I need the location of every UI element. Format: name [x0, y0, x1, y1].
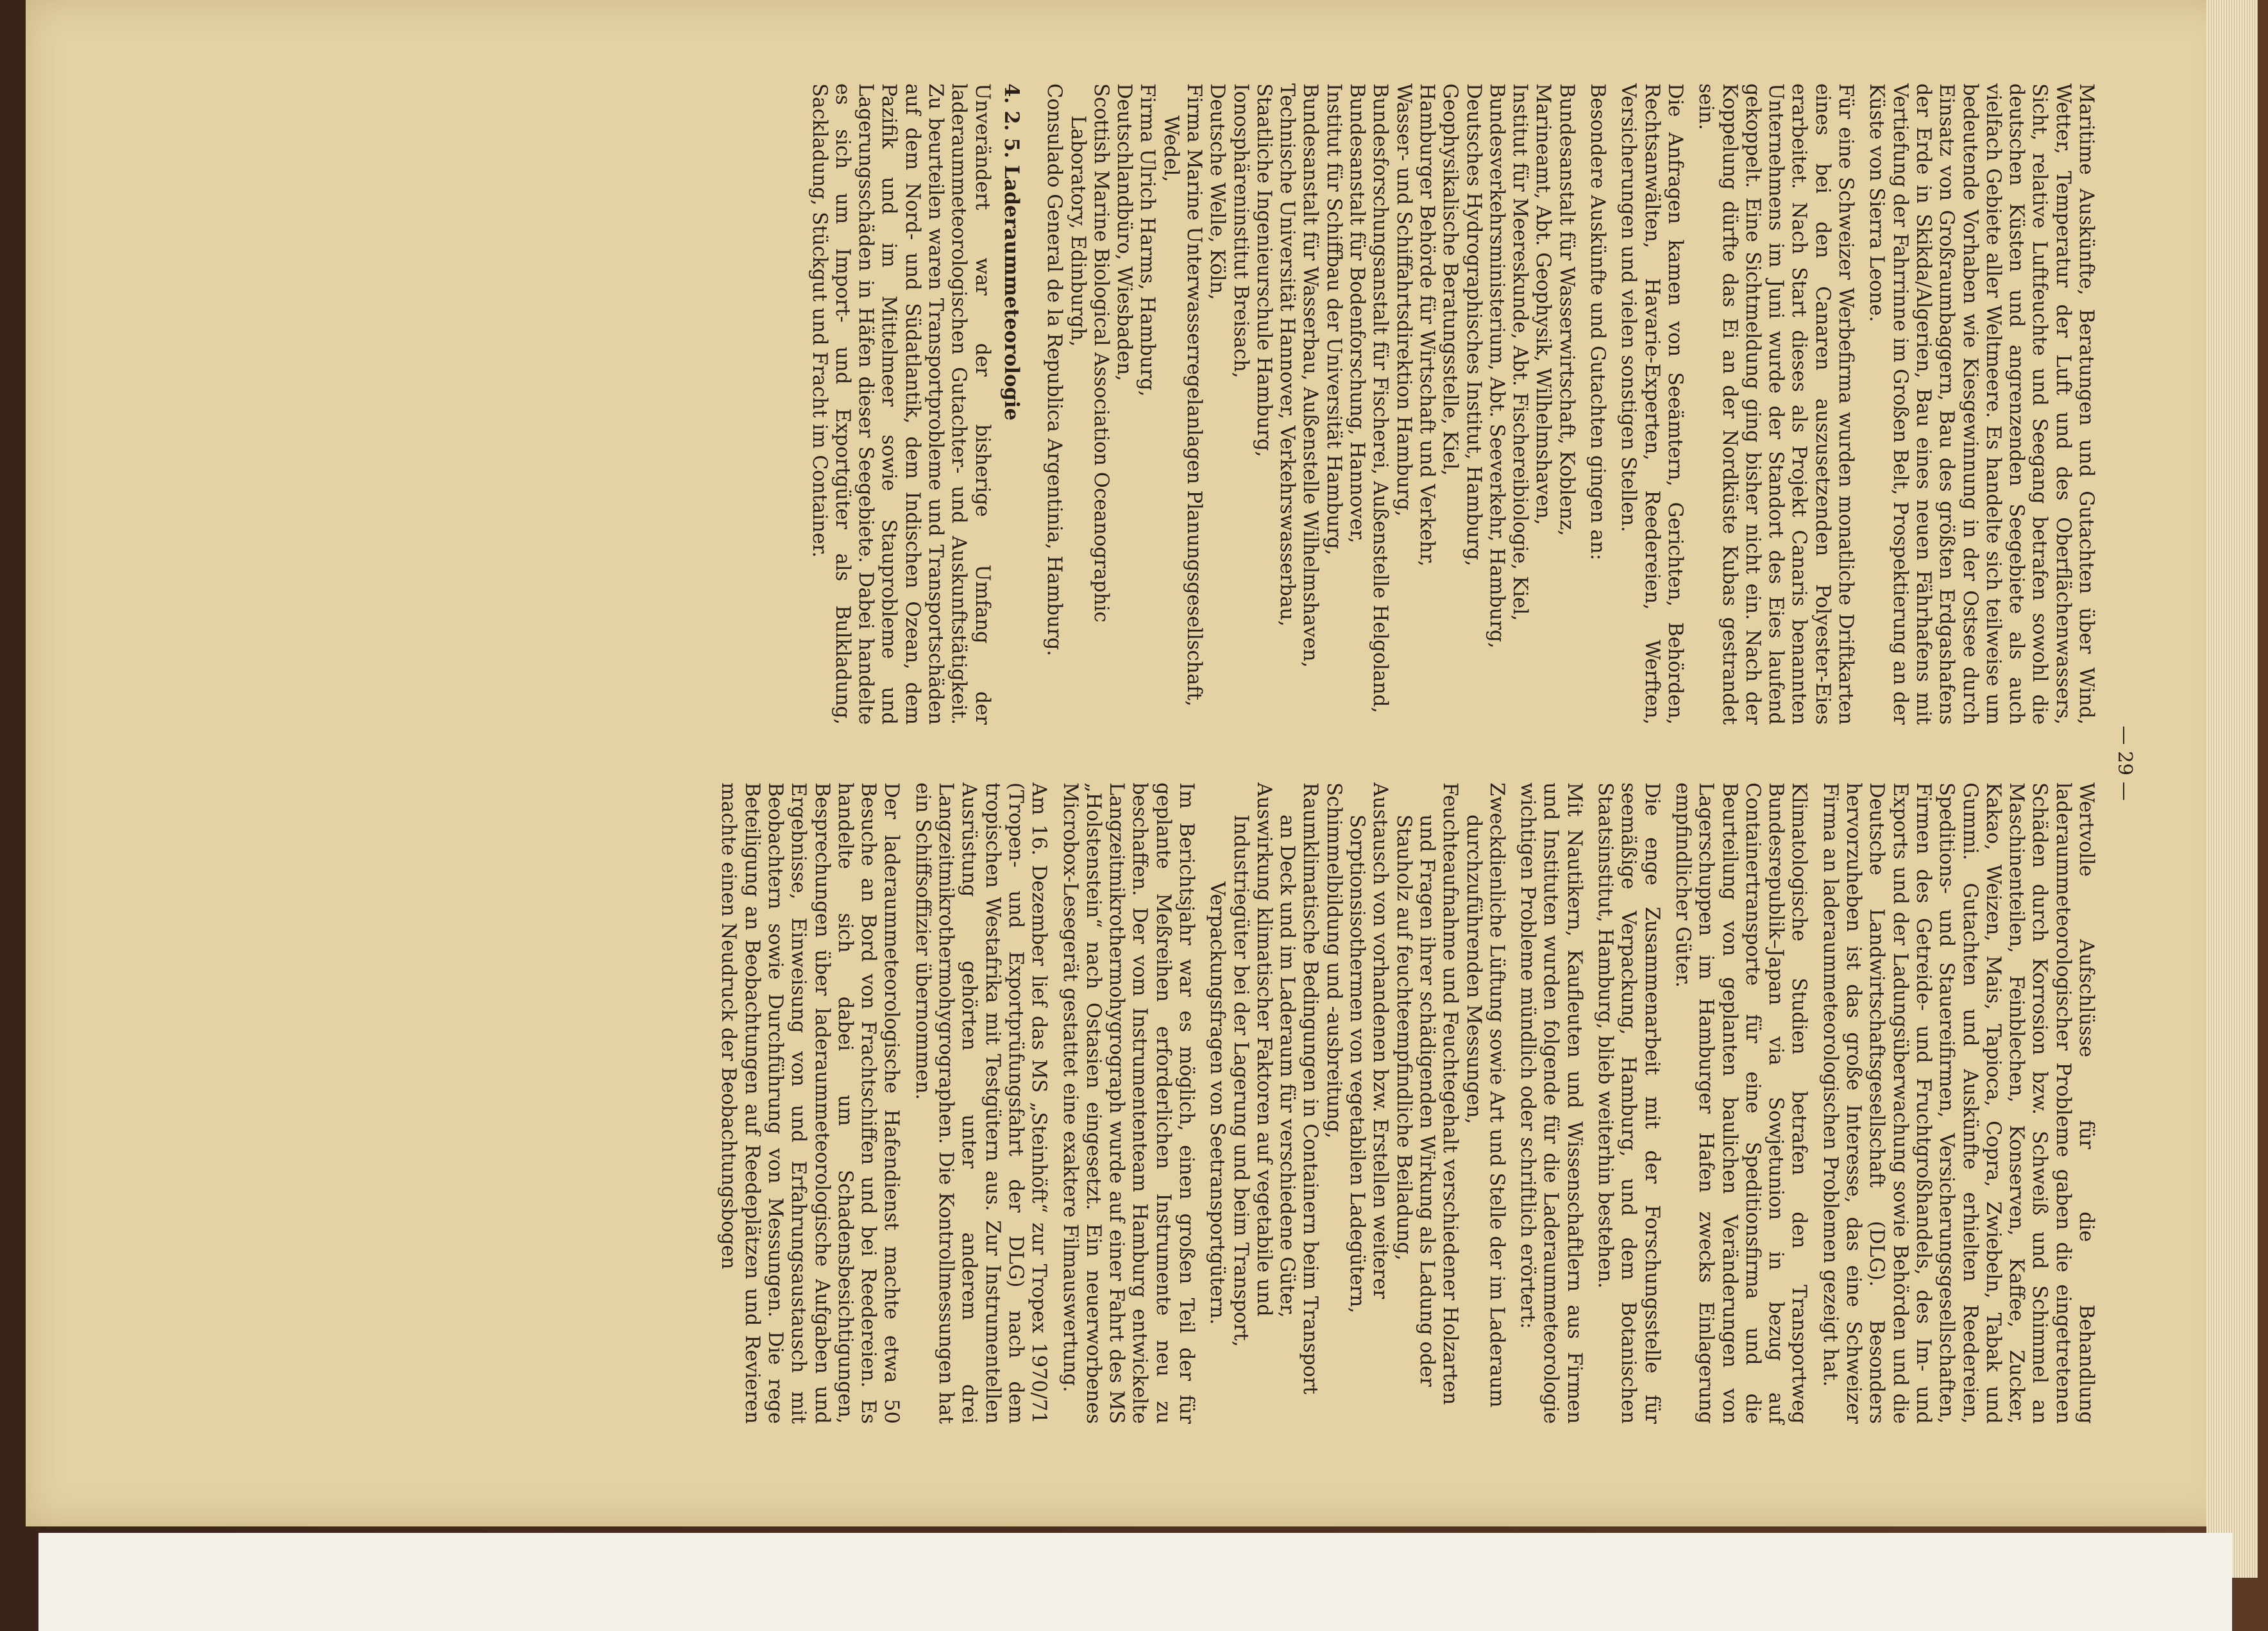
list-item: Austausch von vorhandenen bzw. Erstellen weiterer Sorptionsisothermen von vegetabilen Ladegütern, [1346, 782, 1392, 1314]
list-item: Raumklimatische Bedingungen in Containern beim Transport an Deck und im Laderaum für verschiedene Güter, [1276, 782, 1322, 1395]
list-item: Bundesanstalt für Wasserbau, Außenstelle Wilhelmshaven, [1299, 83, 1322, 668]
list-item: Deutschlandbüro, Wiesbaden, [1113, 83, 1136, 382]
list-item: Zweckdienliche Lüftung sowie Art und Stelle der im Laderaum durchzuführenden Messungen, [1462, 782, 1508, 1408]
list-item: Consulado General de la Republica Argentinia, Hamburg. [1043, 83, 1066, 657]
list-item: Geophysikalische Beratungsstelle, Kiel, [1439, 83, 1462, 476]
list-item: Staatliche Ingenieurschule Hamburg, [1252, 83, 1275, 457]
paragraph-laderaum-umfang: Unverändert war der bisherige Umfang der laderaummeteorologischen Gutachter- und Auskunftstätigkeit. Zu beurteilen waren Transportprobleme und Transportschäden auf dem Nord- und Südatlantik, dem Indischen Ozean, dem Pazifik und im Mittelmeer sowie Stauprobleme und Lagerungsschäden in Häfen dieser Seegebiete. Dabei handelte es sich um Import- und Exportgüter als Bulkladung, Sackladung, Stückgut und Fracht im Container. [808, 83, 994, 725]
list-item: Hamburger Behörde für Wirtschaft und Verkehr, [1415, 83, 1438, 567]
list-item: Auswirkung klimatischer Faktoren auf vegetabile und Industriegüter bei der Lagerung und beim Transport, [1229, 782, 1275, 1348]
scanner-margin [38, 1533, 2232, 1631]
right-column [709, 782, 2097, 1424]
recipient-list [1042, 83, 1578, 725]
list-item: Technische Universität Hannover, Verkehrswasserbau, [1276, 83, 1299, 627]
paragraph-auskuenfte-intro: Besondere Auskünfte und Gutachten gingen an: [1586, 83, 1609, 561]
list-item: Bundesanstalt für Bodenforschung, Hannover, [1346, 83, 1369, 544]
list-item: Ionosphäreninstitut Breisach, [1229, 83, 1252, 378]
list-item: Deutsches Hydrographisches Institut, Hamburg, [1462, 83, 1485, 567]
paragraph-driftkarten: Für eine Schweizer Werbefirma wurden monatliche Driftkarten eines bei den Canaren auszusetzenden Polyester-Eies erarbeitet. Nach Start dieses als Projekt Canaris benannten Unternehmens im Juni wurde der Standort des Eies laufend gekoppelt. Eine Sichtmeldung ging bisher nicht ein. Nach der Koppelung dürfte das Ei an der Nordküste Kubas gestrandet sein. [1695, 83, 1858, 725]
list-item: Bundesforschungsanstalt für Fischerei, Außenstelle Helgoland, [1369, 83, 1392, 713]
list-item: Marineamt, Abt. Geophysik, Wilhelmshaven, [1532, 83, 1555, 525]
list-item: Schimmelbildung und -ausbreitung, [1322, 782, 1345, 1139]
list-item: Bundesverkehrsministerium, Abt. Seeverkehr, Hamburg, [1485, 83, 1508, 649]
paragraph-nautiker: Mit Nautikern, Kaufleuten und Wissenschaftlern aus Firmen und Instituten wurden folgende für die Laderaummeteorologie wichtigen Probleme mündlich oder schriftlich erörtert: [1516, 782, 1586, 1424]
list-item: Firma Marine Unterwasserregelanlagen Planungsgesellschaft, Wedel, [1159, 83, 1206, 707]
paragraph-tropex: Am 16. Dezember lief das MS „Steinhöft“ zur Tropex 1970/71 (Tropen- und Exportprüfungsfahrt der DLG) nach dem tropischen Westafrika mit Testgütern aus. Zur Instrumentellen Ausrüstung gehörten unter anderem drei Langzeitmikrothermohygrographen. Die Kontrollmessungen hat ein Schiffsoffizier übernommen. [911, 782, 1051, 1424]
paragraph-aufschluesse: Wertvolle Aufschlüsse für die Behandlung laderaummeteorologischer Probleme gaben die eingetretenen Schäden durch Korrosion bzw. Schweiß und Schimmel an Maschinenteilen, Feinblechen, Konserven, Kaffee, Zucker, Kakao, Weizen, Mais, Tapioca, Copra, Zwiebeln, Tabak und Gummi. Gutachten und Auskünfte erhielten Reedereien, Speditions- und Stauereifirmen, Versicherungsgesellschaften, Firmen des Getreide- und Fruchtgroßhandels, des Im- und Exports und der Ladungsüberwachung sowie Behörden und die Deutsche Landwirtschaftsgesellschaft (DLG). Besonders hervorzuheben ist das große Interesse, das eine Schweizer Firma an laderaummeteorologischen Problemen gezeigt hat. [1818, 782, 2097, 1424]
topic-list [1205, 782, 1508, 1424]
list-item: Bundesanstalt für Wasserwirtschaft, Koblenz, [1555, 83, 1578, 536]
paragraph-berichtsjahr: Im Berichtsjahr war es möglich, einen großen Teil der für geplante Meßreihen erforderlichen Instrumente neu zu beschaffen. Der vom Instrumententeam Hamburg entwickelte Langzeitmikrothermohygrograph wurde auf einer Fahrt des MS „Holstenstein“ nach Ostasien eingesetzt. Ein neuerworbenes Microbox-Lesegerät gestattet eine exaktere Filmauswertung. [1058, 782, 1198, 1424]
paragraph-hafendienst: Der laderaummeteorologische Hafendienst machte etwa 50 Besuche an Bord von Frachtschiffen und bei Reedereien. Es handelte sich dabei um Schadensbesichtigungen, Besprechungen über laderaummeteorologische Aufgaben und Ergebnisse, Einweisung von und Erfahrungsaustausch mit Beobachtern sowie Durchführung von Messungen. Die rege Beteiligung an Beobachtungen auf Reedeplätzen und Revieren machte einen Neudruck der Beobachtungsbogen [717, 782, 903, 1424]
paragraph-anfragen: Die Anfragen kamen von Seeämtern, Gerichten, Behörden, Rechtsanwälten, Havarie-Experten, Reedereien, Werften, Versicherungen und vielen sonstigen Stellen. [1617, 83, 1686, 725]
page-number: — 29 — [2113, 725, 2136, 801]
paragraph-maritime-auskuenfte: Maritime Auskünfte, Beratungen und Gutachten über Wind, Wetter, Temperatur der Luft und des Oberflächenwassers, Sicht, relative Luftfeuchte und Seegang betrafen sowohl die deutschen Küsten und angrenzenden Seegebiete als auch vielfach Gebiete aller Weltmeere. Es handelte sich teilweise um bedeutende Vorhaben wie Kiesgewinnung in der Ostsee durch Einsatz von Großraumbaggern, Bau des größten Erdgashafens der Erde in Skikda/Algerien, Bau eines neuen Fährhafens mit Vertiefung der Fahrrinne im Großen Belt, Prospektierung an der Küste von Sierra Leone. [1865, 83, 2097, 725]
left-column [799, 83, 2097, 725]
list-item: Scottish Marine Biological Association Oceanographic Laboratory, Edinburgh, [1066, 83, 1112, 623]
list-item: Feuchteaufnahme und Feuchtegehalt verschiedener Holzarten und Fragen ihrer schädigenden Wirkung als Ladung oder Stauholz auf feuchteempfindliche Beiladung, [1392, 782, 1462, 1405]
section-heading: 4. 2. 5. Laderaummeteorologie [999, 83, 1023, 421]
paragraph-zusammenarbeit: Die enge Zusammenarbeit mit der Forschungsstelle für seemäßige Verpackung, Hamburg, und dem Botanischen Staatsinstitut, Hamburg, blieb weiterhin bestehen. [1594, 782, 1663, 1424]
list-item: Deutsche Welle, Köln, [1206, 83, 1229, 300]
list-item: Firma Ulrich Harms, Hamburg, [1136, 83, 1159, 397]
list-item: Wasser- und Schiffahrtsdirektion Hamburg, [1392, 83, 1415, 517]
list-item: Institut für Meereskunde, Abt. Fischereibiologie, Kiel, [1509, 83, 1532, 621]
rotated-page-content [32, 0, 2226, 1526]
list-item-last: Verpackungsfragen von Seetransportgütern. [1206, 881, 1229, 1325]
list-item: Institut für Schiffbau der Universität Hamburg, [1322, 83, 1345, 555]
paragraph-klimatologische-studien: Klimatologische Studien betrafen den Transportweg Bundesrepublik–Japan via Sowjetunion in bezug auf Containertransporte für eine Speditionsfirma und die Beurteilung von geplanten baulichen Veränderungen von Lagerschuppen im Hamburger Hafen zwecks Einlagerung empfindlicher Güter. [1671, 782, 1811, 1424]
